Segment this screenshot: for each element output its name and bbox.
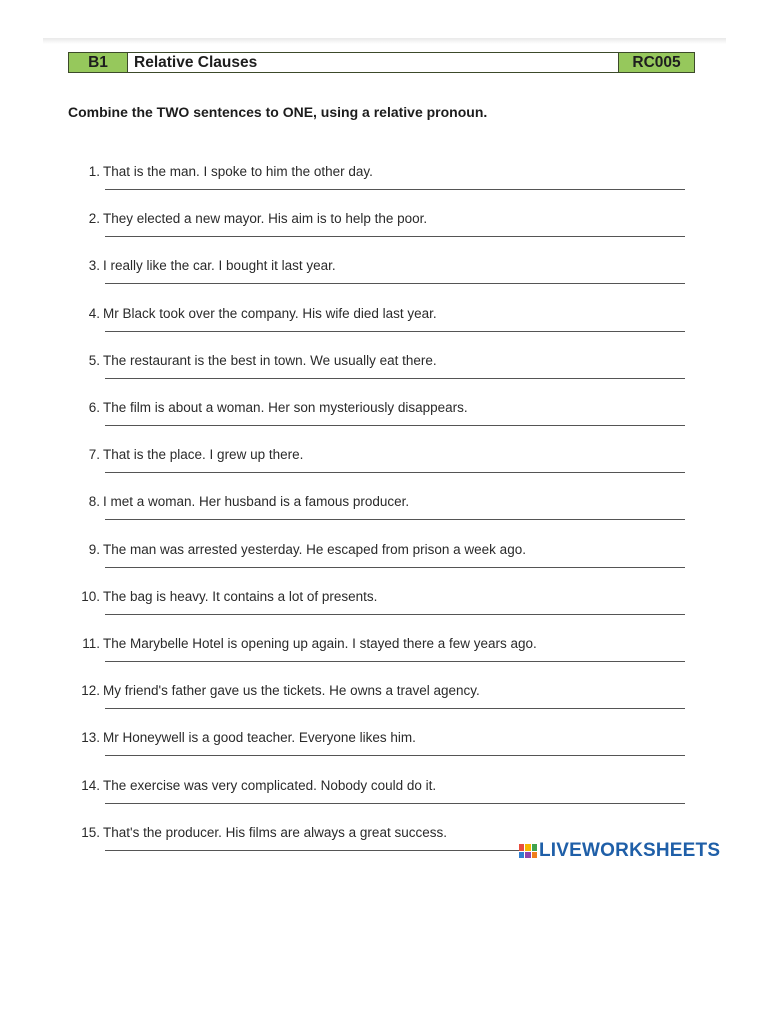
item-number: 13.: [81, 730, 100, 745]
answer-line[interactable]: [105, 425, 685, 426]
item-number: 3.: [88, 258, 100, 273]
exercise-item: [72, 494, 686, 534]
item-number: 10.: [81, 589, 100, 604]
item-number: 4.: [88, 306, 100, 321]
exercise-item: [72, 683, 686, 723]
worksheet-header: [68, 52, 695, 73]
answer-line[interactable]: [105, 519, 685, 520]
answer-line[interactable]: [105, 803, 685, 804]
exercise-item: [72, 589, 686, 629]
answer-line[interactable]: [105, 661, 685, 662]
exercise-item: [72, 636, 686, 676]
instruction-text: Combine the TWO sentences to ONE, using a relative pronoun.: [68, 104, 488, 120]
item-sentence: The restaurant is the best in town. We usually eat there.: [103, 353, 437, 368]
logo-square: [532, 844, 537, 851]
answer-line[interactable]: [105, 567, 685, 568]
item-sentence: The Marybelle Hotel is opening up again. I stayed there a few years ago.: [103, 636, 537, 651]
logo-square: [532, 852, 537, 859]
logo-square: [525, 844, 530, 851]
item-number: 15.: [81, 825, 100, 840]
exercise-item: [72, 400, 686, 440]
liveworksheets-logo-icon: [519, 844, 537, 858]
exercise-item: [72, 211, 686, 251]
item-sentence: The exercise was very complicated. Nobody could do it.: [103, 778, 437, 793]
exercise-item: [72, 447, 686, 487]
item-sentence: Mr Black took over the company. His wife died last year.: [103, 306, 437, 321]
item-sentence: The bag is heavy. It contains a lot of presents.: [103, 589, 378, 604]
item-sentence: I really like the car. I bought it last year.: [103, 258, 336, 273]
top-shadow: [43, 38, 726, 44]
exercise-item: [72, 306, 686, 346]
logo-square: [525, 852, 530, 859]
answer-line[interactable]: [105, 755, 685, 756]
answer-line[interactable]: [105, 614, 685, 615]
item-sentence: They elected a new mayor. His aim is to help the poor.: [103, 211, 428, 226]
logo-square: [519, 852, 524, 859]
answer-line[interactable]: [105, 236, 685, 237]
item-sentence: The man was arrested yesterday. He escaped from prison a week ago.: [103, 542, 526, 557]
item-number: 1.: [88, 164, 100, 179]
item-number: 6.: [88, 400, 100, 415]
item-number: 5.: [88, 353, 100, 368]
item-number: 9.: [88, 542, 100, 557]
item-sentence: The film is about a woman. Her son mysteriously disappears.: [103, 400, 468, 415]
item-number: 14.: [81, 778, 100, 793]
level-badge: B1: [69, 53, 128, 72]
item-sentence: My friend's father gave us the tickets. He owns a travel agency.: [103, 683, 480, 698]
answer-line[interactable]: [105, 472, 685, 473]
item-number: 12.: [81, 683, 100, 698]
exercise-item: [72, 164, 686, 204]
item-sentence: That is the man. I spoke to him the other day.: [103, 164, 373, 179]
item-sentence: Mr Honeywell is a good teacher. Everyone likes him.: [103, 730, 416, 745]
worksheet-code: RC005: [618, 53, 694, 72]
answer-line[interactable]: [105, 708, 685, 709]
logo-square: [519, 844, 524, 851]
answer-line[interactable]: [105, 850, 520, 851]
exercise-item: [72, 353, 686, 393]
answer-line[interactable]: [105, 331, 685, 332]
exercise-item: [72, 730, 686, 770]
answer-line[interactable]: [105, 378, 685, 379]
item-number: 2.: [88, 211, 100, 226]
item-number: 11.: [82, 636, 100, 651]
answer-line[interactable]: [105, 283, 685, 284]
liveworksheets-logo: [519, 841, 720, 861]
answer-line[interactable]: [105, 189, 685, 190]
worksheet-title: Relative Clauses: [128, 53, 618, 72]
item-sentence: That's the producer. His films are always a great success.: [103, 825, 447, 840]
exercise-item: [72, 258, 686, 298]
exercise-item: [72, 778, 686, 818]
logo-text: LIVEWORKSHEETS: [539, 840, 721, 861]
item-number: 7.: [88, 447, 100, 462]
item-sentence: That is the place. I grew up there.: [103, 447, 304, 462]
item-number: 8.: [88, 494, 100, 509]
exercise-item: [72, 542, 686, 582]
item-sentence: I met a woman. Her husband is a famous producer.: [103, 494, 410, 509]
